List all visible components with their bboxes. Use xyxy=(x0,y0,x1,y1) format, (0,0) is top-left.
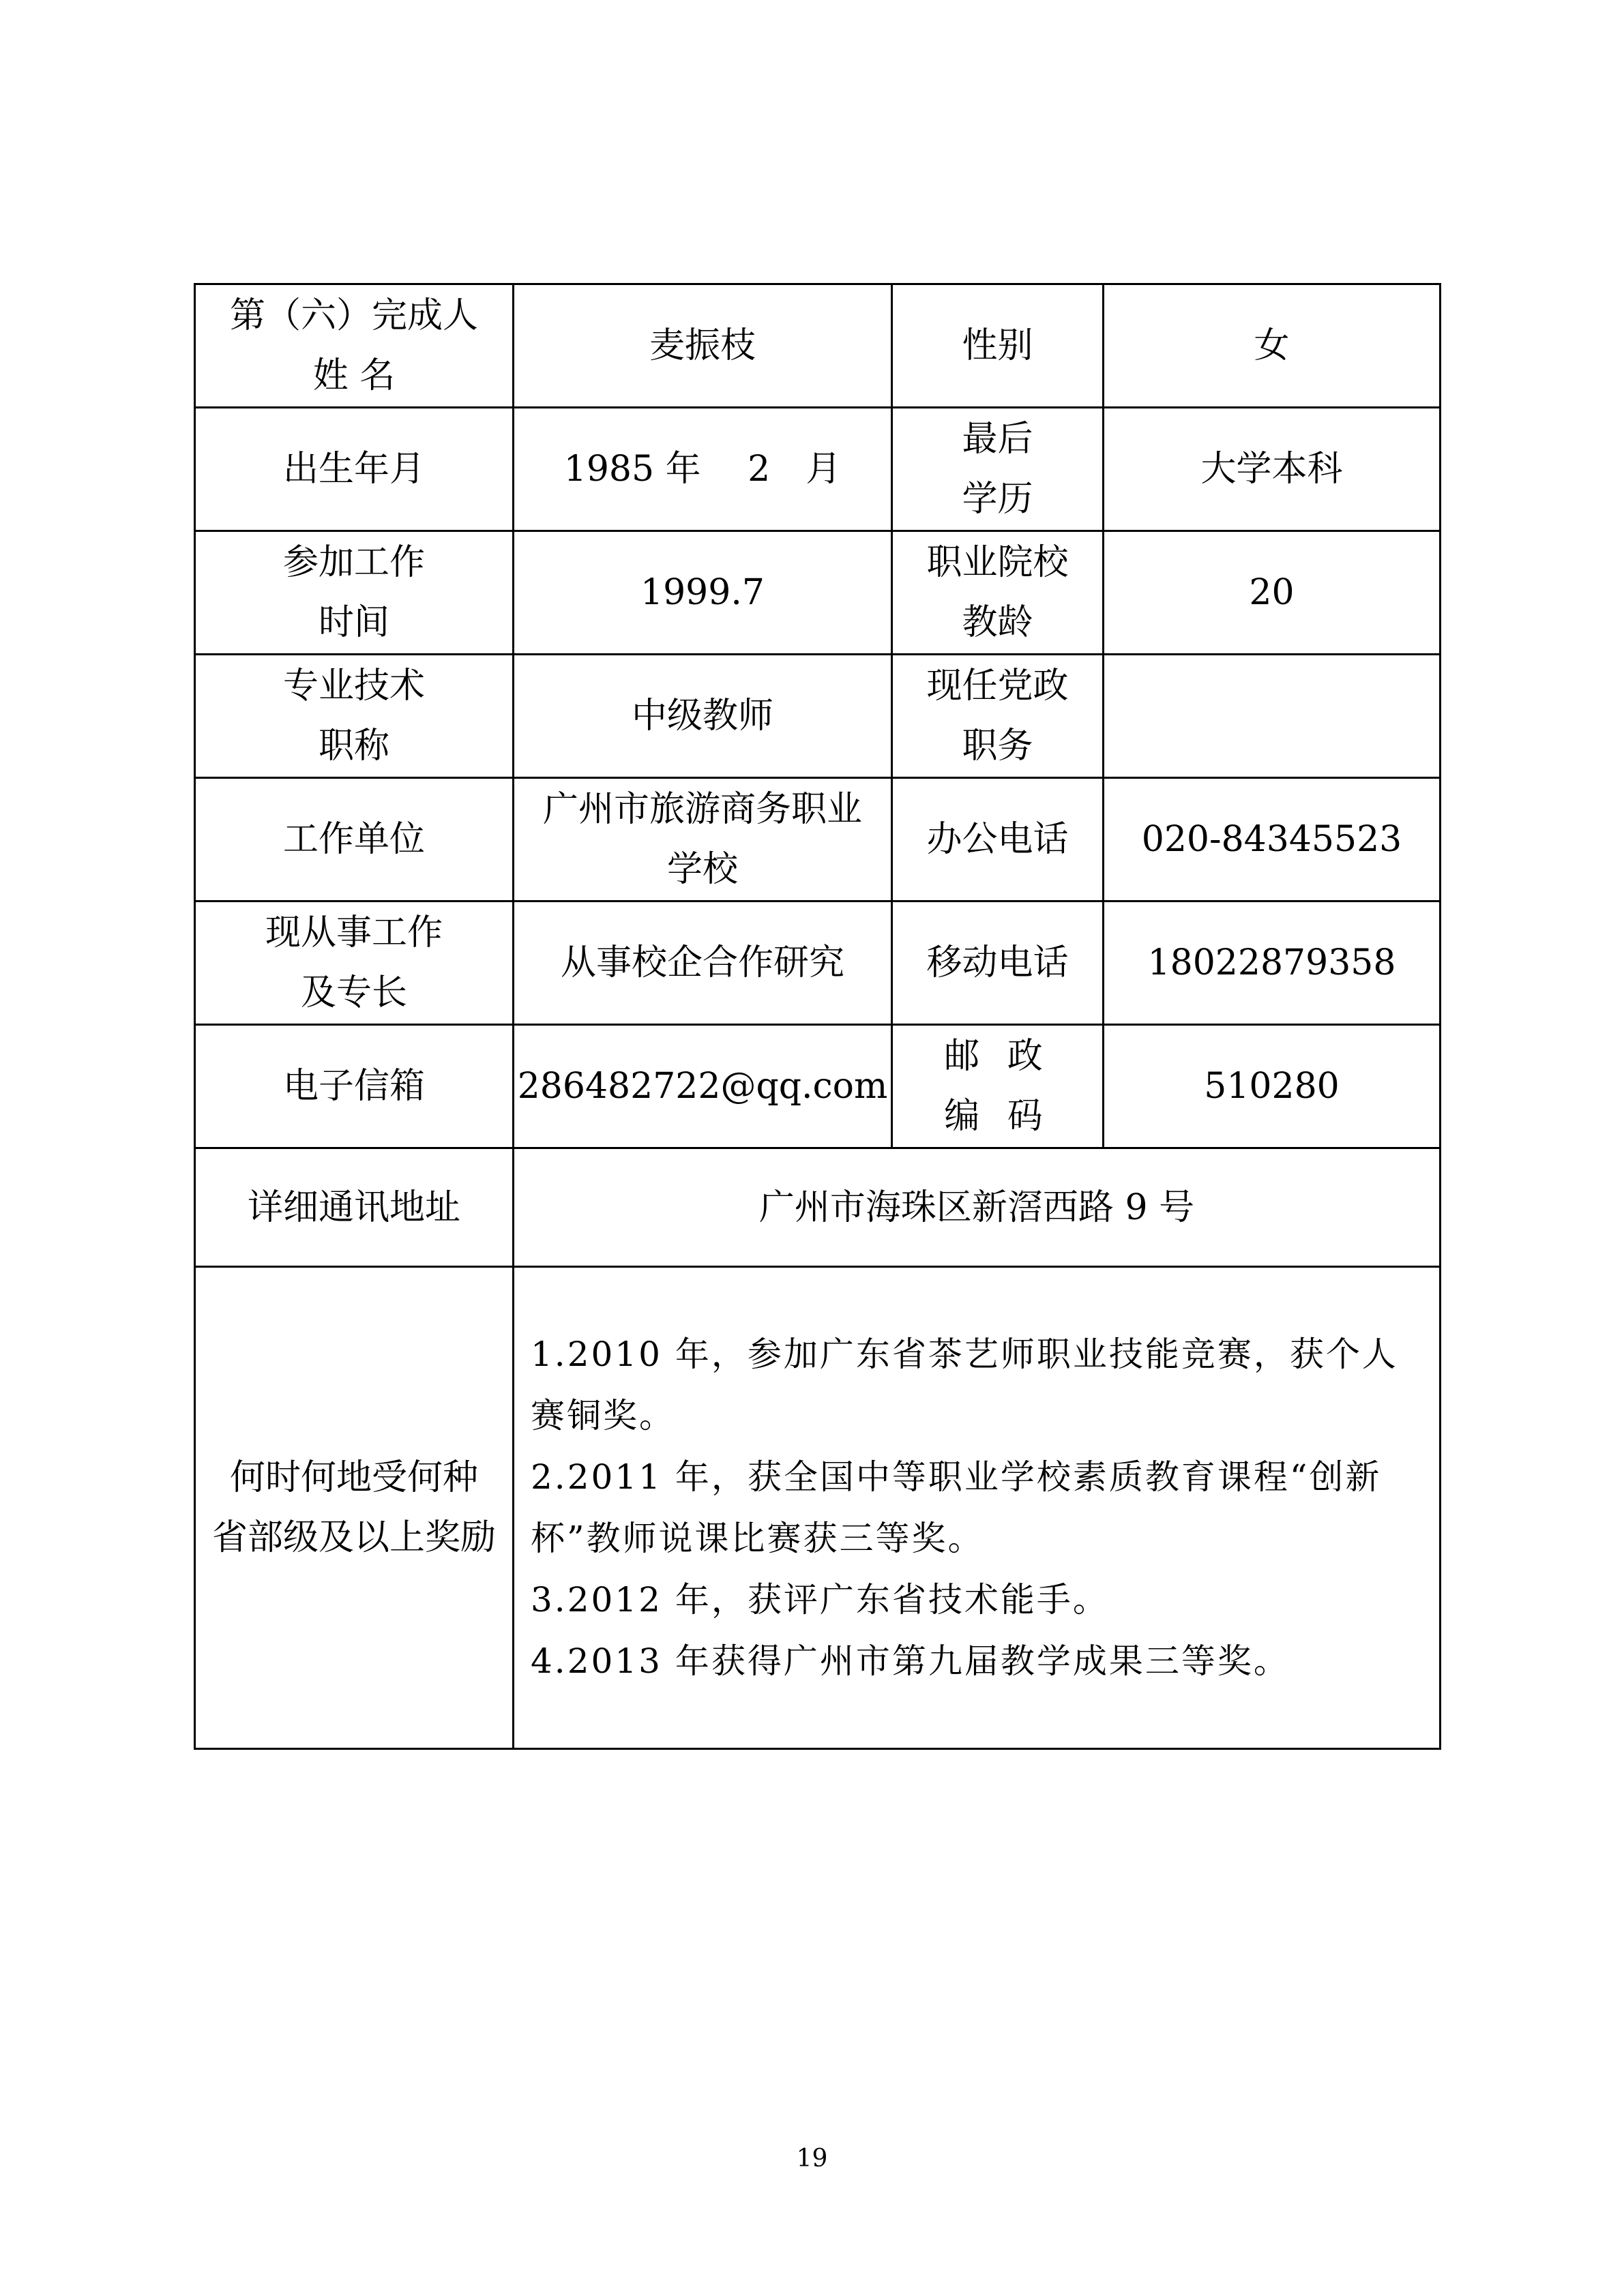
label-text: 现任党政 xyxy=(926,666,1069,706)
awards-cell xyxy=(514,1267,1441,1749)
label-cell xyxy=(892,655,1104,778)
value-cell: 大学本科 xyxy=(1104,408,1441,531)
label-text: 最后 xyxy=(962,419,1033,460)
value-text: 广州市旅游商务职业 xyxy=(542,789,862,830)
label-text: 邮 政 xyxy=(944,1036,1051,1077)
label-text: 职业院校 xyxy=(926,542,1069,583)
label-text: 第（六）完成人 xyxy=(229,295,478,336)
value-cell: 女 xyxy=(1104,284,1441,408)
label-text: 时间 xyxy=(318,602,389,643)
label-cell: 电子信箱 xyxy=(195,1025,514,1148)
award-item: 1.2010 年，参加广东省茶艺师职业技能竞赛，获个人赛铜奖。 xyxy=(531,1335,1398,1435)
value-text: 学校 xyxy=(666,849,738,890)
label-cell xyxy=(892,408,1104,531)
table-row xyxy=(195,778,1441,901)
value-cell: 1985 年 2 月 xyxy=(514,408,892,531)
label-cell xyxy=(195,1267,514,1749)
label-text: 编 码 xyxy=(944,1096,1051,1137)
label-cell: 详细通讯地址 xyxy=(195,1148,514,1267)
value-cell: 18022879358 xyxy=(1104,901,1441,1025)
value-cell: 286482722@qq.com xyxy=(514,1025,892,1148)
value-cell xyxy=(514,778,892,901)
value-cell: 1999.7 xyxy=(514,531,892,655)
value-cell: 020-84345523 xyxy=(1104,778,1441,901)
label-text: 省部级及以上奖励 xyxy=(211,1517,496,1558)
value-cell: 从事校企合作研究 xyxy=(514,901,892,1025)
label-text: 何时何地受何种 xyxy=(229,1457,478,1498)
value-cell xyxy=(1104,655,1441,778)
value-cell: 510280 xyxy=(1104,1025,1441,1148)
table-row xyxy=(195,1025,1441,1148)
label-cell xyxy=(195,901,514,1025)
label-cell: 办公电话 xyxy=(892,778,1104,901)
label-cell xyxy=(892,1025,1104,1148)
table-row xyxy=(195,531,1441,655)
label-text: 现从事工作 xyxy=(265,912,443,953)
page-number: 19 xyxy=(796,2145,828,2173)
award-item: 4.2013 年获得广州市第九届教学成果三等奖。 xyxy=(531,1641,1290,1681)
value-cell: 20 xyxy=(1104,531,1441,655)
label-text: 教龄 xyxy=(962,602,1033,643)
label-cell xyxy=(892,531,1104,655)
label-text: 姓 xyxy=(312,355,349,396)
label-text: 职称 xyxy=(318,726,389,766)
value-cell: 麦振枝 xyxy=(514,284,892,408)
label-cell xyxy=(195,284,514,408)
table-row xyxy=(195,408,1441,531)
label-text: 专业技术 xyxy=(282,666,425,706)
personal-info-table xyxy=(194,283,1441,1750)
award-item: 3.2012 年，获评广东省技术能手。 xyxy=(531,1580,1109,1620)
table-row xyxy=(195,1267,1441,1749)
label-cell: 移动电话 xyxy=(892,901,1104,1025)
award-item: 2.2011 年，获全国中等职业学校素质教育课程“创新杯”教师说课比赛获三等奖。 xyxy=(531,1457,1382,1558)
address-value: 广州市海珠区新滘西路 9 号 xyxy=(514,1148,1441,1267)
label-cell xyxy=(195,655,514,778)
table-row xyxy=(195,901,1441,1025)
label-cell: 性别 xyxy=(892,284,1104,408)
value-cell: 中级教师 xyxy=(514,655,892,778)
table-row xyxy=(195,284,1441,408)
label-text: 参加工作 xyxy=(282,542,425,583)
label-text: 名 xyxy=(359,355,396,396)
label-text: 及专长 xyxy=(300,972,407,1013)
label-text: 学历 xyxy=(962,479,1033,520)
label-cell: 出生年月 xyxy=(195,408,514,531)
table-row xyxy=(195,655,1441,778)
label-cell: 工作单位 xyxy=(195,778,514,901)
label-cell xyxy=(195,531,514,655)
table-row xyxy=(195,1148,1441,1267)
label-text: 职务 xyxy=(962,726,1033,766)
